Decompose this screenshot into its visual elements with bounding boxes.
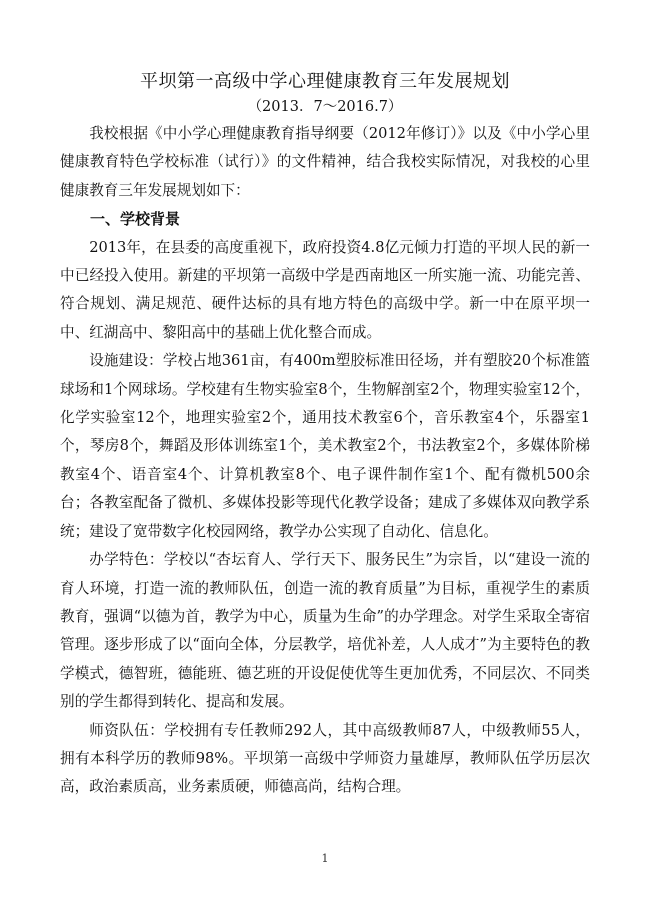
document-body <box>60 120 590 802</box>
document-date-range: （2013．7～2016.7） <box>247 99 403 115</box>
document-title: 平坝第一高级中学心理健康教育三年发展规划 <box>140 71 510 92</box>
paragraph-teaching-staff: 师资队伍：学校拥有专任教师292人，其中高级教师87人，中级教师55人，拥有本科学历的教师98%。平坝第一高级中学师资力量雄厚，教师队伍学历层次高，政治素质高，业务素质硬，师德高尚，结构合理。 <box>60 721 590 796</box>
paragraph-school-features: 办学特色：学校以“杏坛育人、学行天下、服务民生”为宗旨，以“建设一流的育人环境，打造一流的教师队伍，创造一流的教育质量”为目标，重视学生的素质教育，强调“以德为首，教学为中心，质量为生命”的办学理念。对学生采取全寄宿管理。逐步形成了以“面向全体，分层教学，培优补差，人人成才”为主要特色的教学模式，德智班，德能班、德艺班的开设促使优等生更加优秀，不同层次、不同类别的学生都得到转化、提高和发展。 <box>60 551 590 711</box>
intro-paragraph: 我校根据《中小学心理健康教育指导纲要（2012年修订）》以及《中小学心里健康教育特色学校标准（试行）》的文件精神，结合我校实际情况，对我校的心里健康教育三年发展规划如下： <box>60 125 590 199</box>
page-number: 1 <box>321 852 329 865</box>
paragraph-overview: 2013年，在县委的高度重视下，政府投资4.8亿元倾力打造的平坝人民的新一中已经投入使用。新建的平坝第一高级中学是西南地区一所实施一流、功能完善、符合规划、满足规范、硬件达标的具有地方特色的高级中学。新一中在原平坝一中、红湖高中、黎阳高中的基础上优化整合而成。 <box>60 238 590 341</box>
section-heading-school-background: 一、学校背景 <box>90 210 181 229</box>
paragraph-facilities: 设施建设：学校占地361亩，有400m塑胶标准田径场，并有塑胶20个标准篮球场和1个网球场。学校建有生物实验室8个，生物解剖室2个，物理实验室12个，化学实验室12个，地理实验室2个，通用技术教室6个，音乐教室4个，乐器室1个，琴房8个，舞蹈及形体训练室1个，美术教室2个，书法教室2个，多媒体阶梯教室4个、语音室4个、计算机教室8个、电子课件制作室1个、配有微机500余台；各教室配备了微机、多媒体投影等现代化教学设备；建成了多媒体双向教学系统；建设了宽带数字化校园网络，教学办公实现了自动化、信息化。 <box>60 352 590 540</box>
